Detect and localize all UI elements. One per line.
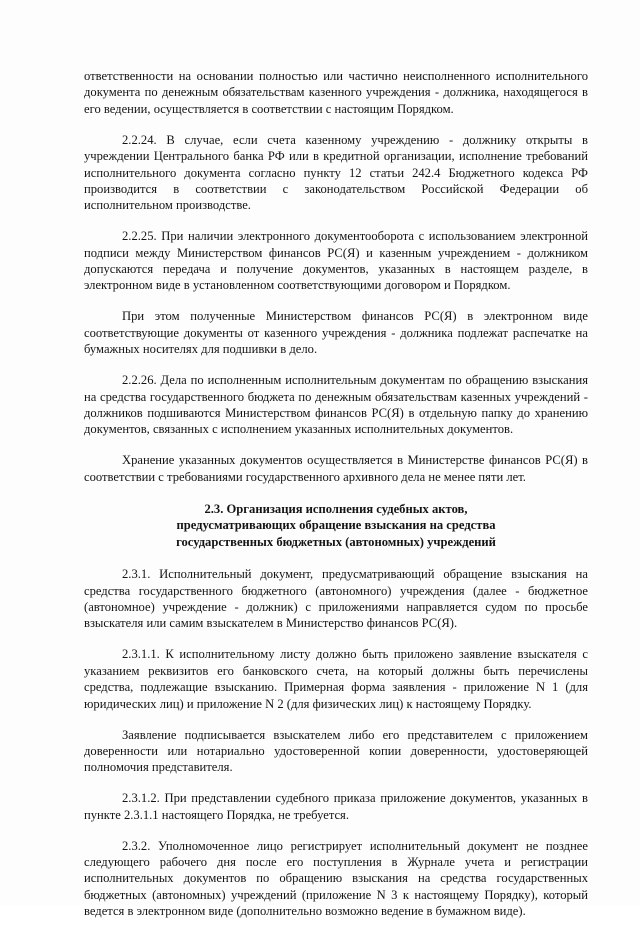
paragraph-2-2-26: 2.2.26. Дела по исполненным исполнительным документам по обращению взыскания на средства государственного бюджета по денежным обязательствам казенных учреждений - должников подшиваются Министерством финансов РС(Я) в отдельную папку до хранению документов, связанных с исполнением указанных исполнительных документов. <box>84 373 588 437</box>
paragraph-2-3-1-2: 2.3.1.2. При представлении судебного приказа приложение документов, указанных в пункте 2.3.1.1 настоящего Порядка, не требуется. <box>84 791 588 822</box>
paragraph-2-2-25: 2.2.25. При наличии электронного документооборота с использованием электронной подписи между Министерством финансов РС(Я) и казенным учреждением - должником допускаются передача и получение документов, указанных в настоящем разделе, в электронном виде в установленном соответствующими договором и Порядком. <box>84 229 588 293</box>
paragraph-2-3-1-1-signature: Заявление подписывается взыскателем либо его представителем с приложением доверенности или нотариально удостоверенной копии доверенности, удостоверяющей полномочия представителя. <box>84 727 588 775</box>
paragraph-2-2-26-storage: Хранение указанных документов осуществляется в Министерстве финансов РС(Я) в соответствии с требованиями государственного архивного дела не менее пяти лет. <box>84 453 588 484</box>
heading-line-1: 2.3. Организация исполнения судебных актов, <box>204 502 468 517</box>
document-body <box>84 68 588 934</box>
paragraph-2-2-24: 2.2.24. В случае, если счета казенному учреждению - должнику открыты в учреждении Центрального банка РФ или в кредитной организации, исполнение требований исполнительного документа согласно пункту 12 статьи 242.4 Бюджетного кодекса РФ производится в соответствии с законодательством Российской Федерации об исполнительном производстве. <box>84 132 588 213</box>
paragraph-2-2-25-note: При этом полученные Министерством финансов РС(Я) в электронном виде соответствующие документы от казенного учреждения - должника подлежат распечатке на бумажных носителях для подшивки в дело. <box>84 309 588 357</box>
paragraph-2-3-2: 2.3.2. Уполномоченное лицо регистрирует исполнительный документ не позднее следующего рабочего дня после его поступления в Журнале учета и регистрации исполнительных документов по обращению взыскания на средства государственных бюджетных (автономных) учреждений (приложение N 3 к настоящему Порядку), который ведется в электронном виде (дополнительно возможно ведение в бумажном виде). <box>84 838 588 919</box>
paragraph-continuation: ответственности на основании полностью или частично неисполненного исполнительного документа по денежным обязательствам казенного учреждения - должника, находящегося в его ведении, осуществляется в соответствии с настоящим Порядком. <box>84 69 588 116</box>
section-heading-2-3 <box>84 501 588 550</box>
heading-line-2: предусматривающих обращение взыскания на средства <box>176 518 496 533</box>
heading-line-3: государственных бюджетных (автономных) учреждений <box>176 534 496 549</box>
paragraph-2-3-1: 2.3.1. Исполнительный документ, предусматривающий обращение взыскания на средства государственного бюджетного (автономного) учреждения (далее - бюджетное (автономное) учреждение - должник) с приложениями направляется судом по просьбе взыскателя или самим взыскателем в Министерство финансов РС(Я). <box>84 567 588 631</box>
paragraph-2-3-1-1: 2.3.1.1. К исполнительному листу должно быть приложено заявление взыскателя с указанием реквизитов его банковского счета, на который должны быть перечислены средства, подлежащие взысканию. Примерная форма заявления - приложение N 1 (для юридических лиц) и приложение N 2 (для физических лиц) к настоящему Порядку. <box>84 647 588 711</box>
